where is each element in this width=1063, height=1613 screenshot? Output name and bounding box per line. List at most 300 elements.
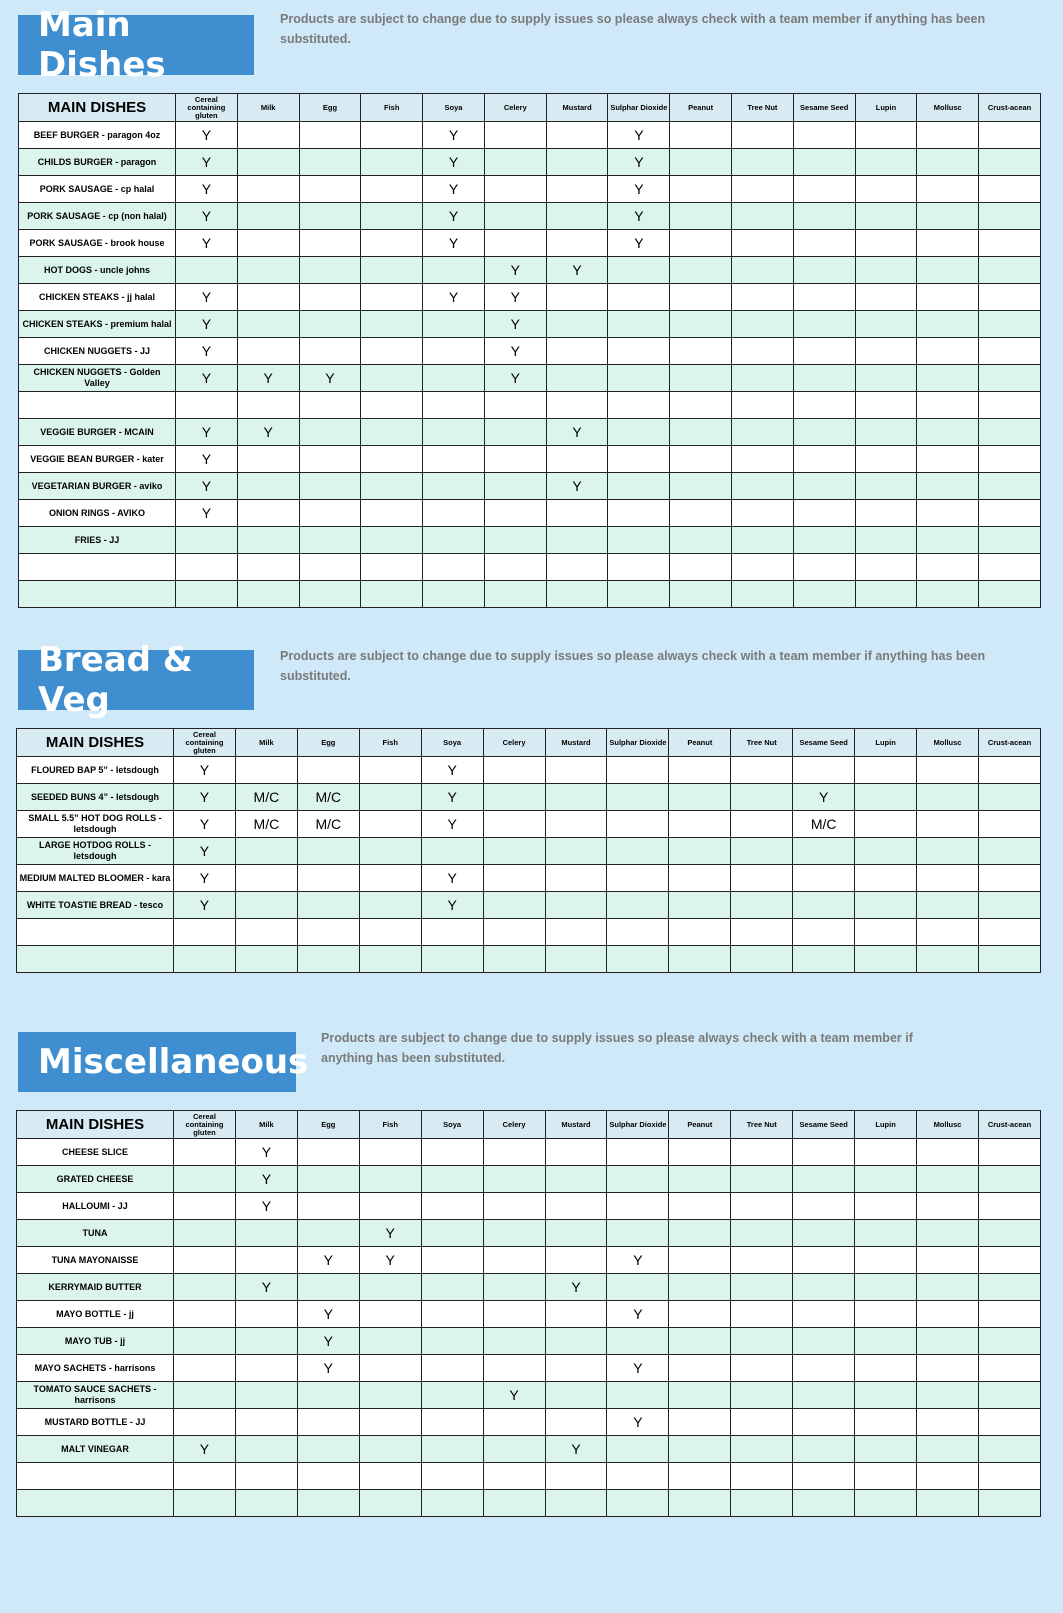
table-row bbox=[17, 1328, 1041, 1355]
table-row bbox=[19, 365, 1041, 392]
allergen-cell-soya bbox=[423, 257, 485, 284]
item-name: TUNA MAYONAISSE bbox=[17, 1247, 174, 1274]
column-header-fish: Fish bbox=[359, 729, 421, 757]
item-name: ONION RINGS - AVIKO bbox=[19, 500, 176, 527]
column-header-sesame-seed: Sesame Seed bbox=[793, 729, 855, 757]
allergen-cell-celery: Y bbox=[484, 284, 546, 311]
allergen-cell-sesame-seed bbox=[793, 473, 855, 500]
allergen-cell-mollusc bbox=[917, 838, 979, 865]
allergen-cell-sesame-seed bbox=[793, 230, 855, 257]
allergen-cell-egg bbox=[299, 257, 361, 284]
allergen-cell-peanut bbox=[670, 149, 732, 176]
allergen-cell-cereal-containing-gluten: Y bbox=[176, 446, 238, 473]
item-name bbox=[17, 1463, 174, 1490]
item-name bbox=[19, 392, 176, 419]
allergen-cell-celery bbox=[484, 581, 546, 608]
allergen-cell-tree-nut bbox=[732, 500, 794, 527]
allergen-cell-fish bbox=[361, 284, 423, 311]
allergen-cell-fish bbox=[361, 176, 423, 203]
allergen-cell-lupin bbox=[855, 1166, 917, 1193]
allergen-cell-sesame-seed bbox=[793, 149, 855, 176]
allergen-cell-sesame-seed bbox=[793, 1166, 855, 1193]
allergen-cell-tree-nut bbox=[732, 203, 794, 230]
allergen-cell-tree-nut bbox=[731, 1139, 793, 1166]
item-name: TOMATO SAUCE SACHETS - harrisons bbox=[17, 1382, 174, 1409]
allergen-cell-cereal-containing-gluten bbox=[176, 554, 238, 581]
allergen-cell-peanut bbox=[670, 338, 732, 365]
allergen-cell-peanut bbox=[669, 1274, 731, 1301]
allergen-cell-soya bbox=[421, 1409, 483, 1436]
allergen-cell-mustard bbox=[546, 527, 608, 554]
allergen-cell-sesame-seed bbox=[793, 581, 855, 608]
allergen-cell-tree-nut bbox=[732, 527, 794, 554]
allergen-cell-sulphar-dioxide bbox=[607, 1166, 669, 1193]
allergen-cell-crust-acean bbox=[978, 865, 1040, 892]
allergen-cell-mollusc bbox=[917, 1193, 979, 1220]
allergen-cell-milk bbox=[237, 122, 299, 149]
table-row bbox=[17, 1382, 1041, 1409]
allergen-cell-cereal-containing-gluten bbox=[174, 1382, 236, 1409]
allergen-cell-celery bbox=[483, 1247, 545, 1274]
allergen-cell-lupin bbox=[855, 446, 917, 473]
allergen-cell-celery bbox=[484, 500, 546, 527]
allergen-cell-egg bbox=[299, 203, 361, 230]
table-row bbox=[19, 122, 1041, 149]
allergen-cell-sesame-seed bbox=[793, 757, 855, 784]
allergen-cell-sulphar-dioxide bbox=[607, 838, 669, 865]
allergen-cell-celery bbox=[484, 149, 546, 176]
item-name bbox=[17, 946, 174, 973]
allergen-cell-lupin bbox=[855, 1463, 917, 1490]
allergen-cell-lupin bbox=[855, 203, 917, 230]
column-header-mollusc: Mollusc bbox=[917, 94, 979, 122]
column-header-cereal-containing-gluten: Cereal containing gluten bbox=[176, 94, 238, 122]
allergen-cell-sulphar-dioxide bbox=[608, 500, 670, 527]
column-header-lupin: Lupin bbox=[855, 1111, 917, 1139]
allergen-cell-mollusc bbox=[917, 257, 979, 284]
item-name: MAYO SACHETS - harrisons bbox=[17, 1355, 174, 1382]
table-row bbox=[19, 446, 1041, 473]
allergen-cell-fish bbox=[359, 838, 421, 865]
allergen-cell-tree-nut bbox=[731, 757, 793, 784]
item-name: PORK SAUSAGE - brook house bbox=[19, 230, 176, 257]
allergen-cell-lupin bbox=[855, 257, 917, 284]
allergen-cell-fish bbox=[361, 419, 423, 446]
allergen-cell-mustard bbox=[545, 1355, 607, 1382]
allergen-cell-sulphar-dioxide: Y bbox=[607, 1301, 669, 1328]
allergen-cell-tree-nut bbox=[731, 865, 793, 892]
allergen-cell-crust-acean bbox=[978, 1328, 1040, 1355]
allergen-cell-milk bbox=[235, 1220, 297, 1247]
allergen-cell-cereal-containing-gluten: Y bbox=[174, 892, 236, 919]
allergen-cell-milk: Y bbox=[235, 1193, 297, 1220]
allergen-cell-cereal-containing-gluten bbox=[174, 1301, 236, 1328]
allergen-cell-crust-acean bbox=[978, 1463, 1040, 1490]
allergen-cell-sesame-seed bbox=[793, 892, 855, 919]
allergen-cell-lupin bbox=[855, 1301, 917, 1328]
allergen-cell-soya: Y bbox=[421, 865, 483, 892]
table-row bbox=[17, 1139, 1041, 1166]
allergen-cell-milk: Y bbox=[237, 365, 299, 392]
item-name: CHICKEN NUGGETS - JJ bbox=[19, 338, 176, 365]
allergen-cell-crust-acean bbox=[978, 1220, 1040, 1247]
allergen-cell-fish bbox=[359, 757, 421, 784]
allergen-cell-peanut bbox=[670, 581, 732, 608]
allergen-cell-milk bbox=[237, 149, 299, 176]
allergen-cell-crust-acean bbox=[979, 581, 1041, 608]
allergen-cell-sulphar-dioxide bbox=[607, 865, 669, 892]
allergen-cell-mustard bbox=[545, 838, 607, 865]
allergen-cell-cereal-containing-gluten bbox=[174, 1139, 236, 1166]
allergen-cell-fish bbox=[361, 500, 423, 527]
allergen-cell-sulphar-dioxide bbox=[608, 446, 670, 473]
allergen-cell-crust-acean bbox=[979, 149, 1041, 176]
allergen-cell-tree-nut bbox=[731, 1274, 793, 1301]
allergen-cell-milk bbox=[235, 1382, 297, 1409]
allergen-cell-sesame-seed bbox=[793, 1490, 855, 1517]
column-header-name: MAIN DISHES bbox=[19, 94, 176, 122]
allergen-cell-lupin bbox=[855, 838, 917, 865]
table-row bbox=[17, 1301, 1041, 1328]
allergen-cell-egg bbox=[299, 284, 361, 311]
item-name: CHICKEN STEAKS - jj halal bbox=[19, 284, 176, 311]
allergen-cell-sesame-seed bbox=[793, 1436, 855, 1463]
allergen-cell-soya: Y bbox=[423, 176, 485, 203]
allergen-cell-crust-acean bbox=[978, 1301, 1040, 1328]
allergen-cell-egg bbox=[297, 946, 359, 973]
column-header-name: MAIN DISHES bbox=[17, 1111, 174, 1139]
allergen-cell-fish bbox=[361, 122, 423, 149]
allergen-cell-egg bbox=[297, 1166, 359, 1193]
allergen-cell-tree-nut bbox=[731, 1247, 793, 1274]
allergen-cell-sulphar-dioxide: Y bbox=[608, 176, 670, 203]
allergen-cell-mollusc bbox=[917, 1166, 979, 1193]
allergen-cell-celery bbox=[483, 892, 545, 919]
allergen-cell-mustard bbox=[546, 230, 608, 257]
table-row bbox=[17, 784, 1041, 811]
column-header-fish: Fish bbox=[361, 94, 423, 122]
item-name: MAYO TUB - jj bbox=[17, 1328, 174, 1355]
allergen-cell-egg: M/C bbox=[297, 784, 359, 811]
allergen-cell-mustard bbox=[546, 149, 608, 176]
allergen-cell-mollusc bbox=[917, 203, 979, 230]
allergen-cell-tree-nut bbox=[731, 1301, 793, 1328]
allergen-cell-tree-nut bbox=[732, 230, 794, 257]
allergen-cell-sulphar-dioxide bbox=[607, 892, 669, 919]
allergen-cell-fish bbox=[361, 473, 423, 500]
table-row bbox=[19, 473, 1041, 500]
allergen-cell-egg: Y bbox=[297, 1301, 359, 1328]
item-name: KERRYMAID BUTTER bbox=[17, 1274, 174, 1301]
allergen-cell-crust-acean bbox=[978, 811, 1040, 838]
allergen-cell-crust-acean bbox=[979, 419, 1041, 446]
allergen-cell-mustard bbox=[545, 892, 607, 919]
allergen-cell-peanut bbox=[669, 1490, 731, 1517]
column-header-name: MAIN DISHES bbox=[17, 729, 174, 757]
allergen-cell-fish bbox=[359, 892, 421, 919]
allergen-cell-peanut bbox=[670, 284, 732, 311]
allergen-cell-sulphar-dioxide: Y bbox=[607, 1409, 669, 1436]
allergen-cell-mustard bbox=[545, 919, 607, 946]
allergen-cell-fish bbox=[359, 1382, 421, 1409]
allergen-cell-lupin bbox=[855, 919, 917, 946]
allergen-cell-lupin bbox=[855, 419, 917, 446]
allergen-cell-milk bbox=[235, 1301, 297, 1328]
column-header-celery: Celery bbox=[483, 729, 545, 757]
allergen-cell-sulphar-dioxide bbox=[608, 581, 670, 608]
allergen-cell-soya: Y bbox=[421, 811, 483, 838]
allergen-cell-soya bbox=[421, 1436, 483, 1463]
allergen-cell-mollusc bbox=[917, 284, 979, 311]
allergen-cell-mollusc bbox=[917, 176, 979, 203]
allergen-cell-cereal-containing-gluten: Y bbox=[174, 838, 236, 865]
allergen-cell-tree-nut bbox=[732, 581, 794, 608]
allergen-cell-egg bbox=[299, 500, 361, 527]
allergen-cell-egg bbox=[297, 1139, 359, 1166]
allergen-cell-soya bbox=[421, 1328, 483, 1355]
allergen-cell-sesame-seed bbox=[793, 257, 855, 284]
supply-notice: Products are subject to change due to supply issues so please always check with a team member if anything has been substituted. bbox=[280, 12, 986, 46]
allergen-cell-soya bbox=[421, 1355, 483, 1382]
allergen-cell-egg bbox=[299, 392, 361, 419]
table-row bbox=[17, 757, 1041, 784]
allergen-cell-sesame-seed bbox=[793, 1193, 855, 1220]
allergen-cell-sesame-seed bbox=[793, 1355, 855, 1382]
item-name: SMALL 5.5” HOT DOG ROLLS - letsdough bbox=[17, 811, 174, 838]
allergen-cell-fish bbox=[361, 230, 423, 257]
allergen-cell-mustard bbox=[546, 500, 608, 527]
allergen-cell-milk bbox=[235, 1490, 297, 1517]
allergen-cell-celery bbox=[483, 919, 545, 946]
allergen-cell-egg bbox=[297, 1220, 359, 1247]
allergen-cell-soya bbox=[421, 1193, 483, 1220]
section-title-miscellaneous: Miscellaneous bbox=[18, 1032, 296, 1092]
allergen-cell-lupin bbox=[855, 757, 917, 784]
allergen-cell-milk bbox=[235, 892, 297, 919]
table-row bbox=[19, 500, 1041, 527]
item-name bbox=[17, 1490, 174, 1517]
item-name: FLOURED BAP 5” - letsdough bbox=[17, 757, 174, 784]
allergen-cell-lupin bbox=[855, 554, 917, 581]
allergen-cell-lupin bbox=[855, 865, 917, 892]
allergen-cell-cereal-containing-gluten: Y bbox=[174, 784, 236, 811]
table-row bbox=[19, 311, 1041, 338]
allergen-cell-peanut bbox=[669, 811, 731, 838]
column-header-sesame-seed: Sesame Seed bbox=[793, 1111, 855, 1139]
allergen-cell-sulphar-dioxide bbox=[607, 1274, 669, 1301]
allergen-cell-cereal-containing-gluten: Y bbox=[176, 500, 238, 527]
table-row bbox=[17, 811, 1041, 838]
allergen-cell-soya bbox=[421, 919, 483, 946]
column-header-soya: Soya bbox=[421, 729, 483, 757]
allergen-cell-peanut bbox=[670, 203, 732, 230]
allergen-cell-celery bbox=[483, 1463, 545, 1490]
allergen-cell-soya: Y bbox=[423, 149, 485, 176]
table-row bbox=[19, 284, 1041, 311]
allergen-cell-mustard bbox=[546, 338, 608, 365]
allergen-cell-milk bbox=[237, 230, 299, 257]
allergen-cell-milk bbox=[237, 392, 299, 419]
allergen-cell-egg bbox=[299, 311, 361, 338]
allergen-cell-egg bbox=[299, 230, 361, 257]
allergen-cell-egg bbox=[297, 1463, 359, 1490]
allergen-cell-lupin bbox=[855, 500, 917, 527]
allergen-cell-cereal-containing-gluten bbox=[176, 527, 238, 554]
table-row bbox=[19, 419, 1041, 446]
allergen-cell-celery bbox=[483, 1220, 545, 1247]
allergen-cell-sesame-seed bbox=[793, 1139, 855, 1166]
allergen-cell-lupin bbox=[855, 1193, 917, 1220]
allergen-cell-soya bbox=[423, 338, 485, 365]
allergen-cell-sulphar-dioxide bbox=[607, 784, 669, 811]
allergen-cell-celery: Y bbox=[484, 365, 546, 392]
allergen-cell-celery bbox=[483, 757, 545, 784]
item-name: MALT VINEGAR bbox=[17, 1436, 174, 1463]
allergen-cell-milk bbox=[235, 865, 297, 892]
allergen-cell-lupin bbox=[855, 392, 917, 419]
allergen-cell-mustard bbox=[545, 1490, 607, 1517]
allergen-cell-lupin bbox=[855, 1490, 917, 1517]
allergen-cell-fish bbox=[361, 392, 423, 419]
allergen-cell-soya: Y bbox=[423, 284, 485, 311]
allergen-cell-mollusc bbox=[917, 784, 979, 811]
allergen-cell-peanut bbox=[669, 1247, 731, 1274]
item-name: CHICKEN STEAKS - premium halal bbox=[19, 311, 176, 338]
allergen-cell-crust-acean bbox=[979, 203, 1041, 230]
allergen-cell-soya bbox=[421, 838, 483, 865]
allergen-cell-peanut bbox=[669, 838, 731, 865]
allergen-cell-sesame-seed bbox=[793, 1274, 855, 1301]
allergen-cell-tree-nut bbox=[731, 1355, 793, 1382]
allergen-cell-crust-acean bbox=[978, 1166, 1040, 1193]
allergen-cell-peanut bbox=[670, 392, 732, 419]
allergen-cell-mustard bbox=[546, 176, 608, 203]
item-name: MAYO BOTTLE - jj bbox=[17, 1301, 174, 1328]
allergen-cell-sulphar-dioxide bbox=[607, 1463, 669, 1490]
allergen-cell-sulphar-dioxide bbox=[607, 1490, 669, 1517]
table-row bbox=[19, 392, 1041, 419]
allergen-cell-lupin bbox=[855, 581, 917, 608]
allergen-cell-sesame-seed: M/C bbox=[793, 811, 855, 838]
allergen-cell-fish: Y bbox=[359, 1220, 421, 1247]
allergen-cell-mollusc bbox=[917, 311, 979, 338]
allergen-cell-egg: Y bbox=[297, 1247, 359, 1274]
allergen-cell-celery bbox=[483, 1301, 545, 1328]
allergen-cell-peanut bbox=[669, 1328, 731, 1355]
allergen-cell-mollusc bbox=[917, 865, 979, 892]
allergen-cell-soya bbox=[421, 1166, 483, 1193]
allergen-cell-mollusc bbox=[917, 419, 979, 446]
allergen-cell-mustard bbox=[545, 946, 607, 973]
table-row bbox=[19, 338, 1041, 365]
allergen-cell-mollusc bbox=[917, 1409, 979, 1436]
item-name: TUNA bbox=[17, 1220, 174, 1247]
column-header-sulphar-dioxide: Sulphar Dioxide bbox=[608, 94, 670, 122]
allergen-cell-soya bbox=[421, 946, 483, 973]
allergen-cell-milk: Y bbox=[235, 1274, 297, 1301]
allergen-cell-egg bbox=[297, 1436, 359, 1463]
item-name: VEGETARIAN BURGER - aviko bbox=[19, 473, 176, 500]
allergen-cell-egg: Y bbox=[297, 1328, 359, 1355]
allergen-cell-sesame-seed bbox=[793, 365, 855, 392]
column-header-peanut: Peanut bbox=[669, 729, 731, 757]
allergen-cell-milk bbox=[235, 946, 297, 973]
allergen-cell-peanut bbox=[669, 1220, 731, 1247]
allergen-cell-cereal-containing-gluten: Y bbox=[174, 811, 236, 838]
allergen-cell-milk bbox=[237, 176, 299, 203]
allergen-cell-sulphar-dioxide: Y bbox=[608, 149, 670, 176]
table-row bbox=[17, 919, 1041, 946]
allergen-cell-celery bbox=[484, 473, 546, 500]
allergen-cell-fish bbox=[359, 1463, 421, 1490]
allergen-cell-lupin bbox=[855, 176, 917, 203]
allergen-cell-soya: Y bbox=[423, 122, 485, 149]
allergen-cell-sesame-seed bbox=[793, 1409, 855, 1436]
allergen-cell-peanut bbox=[670, 473, 732, 500]
allergen-cell-sesame-seed bbox=[793, 865, 855, 892]
allergen-cell-fish bbox=[361, 527, 423, 554]
allergen-cell-milk bbox=[235, 838, 297, 865]
allergen-cell-fish bbox=[359, 1139, 421, 1166]
allergen-cell-soya bbox=[423, 311, 485, 338]
supply-notice: Products are subject to change due to supply issues so please always check with a team member if anything has been substituted. bbox=[321, 1031, 913, 1065]
column-header-milk: Milk bbox=[235, 729, 297, 757]
allergen-cell-mollusc bbox=[917, 500, 979, 527]
allergen-cell-soya bbox=[423, 446, 485, 473]
allergen-cell-mustard bbox=[545, 811, 607, 838]
allergen-cell-milk bbox=[235, 1355, 297, 1382]
allergen-cell-lupin bbox=[855, 230, 917, 257]
allergen-cell-soya bbox=[423, 500, 485, 527]
allergen-cell-fish bbox=[359, 1436, 421, 1463]
allergen-cell-mollusc bbox=[917, 1274, 979, 1301]
allergen-cell-mustard bbox=[546, 311, 608, 338]
allergen-cell-milk: M/C bbox=[235, 811, 297, 838]
allergen-cell-mustard bbox=[545, 1463, 607, 1490]
allergen-cell-celery: Y bbox=[484, 311, 546, 338]
allergen-cell-crust-acean bbox=[978, 1355, 1040, 1382]
allergen-cell-sesame-seed bbox=[793, 1328, 855, 1355]
column-header-egg: Egg bbox=[297, 729, 359, 757]
allergen-cell-egg bbox=[297, 919, 359, 946]
allergen-cell-sulphar-dioxide bbox=[608, 419, 670, 446]
allergen-cell-egg bbox=[297, 1490, 359, 1517]
allergen-cell-mollusc bbox=[917, 1301, 979, 1328]
allergen-cell-cereal-containing-gluten: Y bbox=[176, 419, 238, 446]
allergen-cell-soya bbox=[421, 1301, 483, 1328]
item-name: LARGE HOTDOG ROLLS - letsdough bbox=[17, 838, 174, 865]
allergen-cell-celery bbox=[484, 527, 546, 554]
allergen-cell-milk bbox=[235, 757, 297, 784]
allergen-cell-egg bbox=[297, 865, 359, 892]
allergen-cell-mollusc bbox=[917, 1247, 979, 1274]
allergen-cell-cereal-containing-gluten: Y bbox=[176, 230, 238, 257]
column-header-crust-acean: Crust-acean bbox=[979, 94, 1041, 122]
allergen-cell-egg bbox=[299, 554, 361, 581]
allergen-cell-mustard bbox=[545, 757, 607, 784]
table-row bbox=[19, 176, 1041, 203]
allergen-cell-milk bbox=[235, 1328, 297, 1355]
allergen-cell-soya: Y bbox=[421, 757, 483, 784]
allergen-cell-lupin bbox=[855, 1328, 917, 1355]
allergen-cell-fish bbox=[359, 1409, 421, 1436]
allergen-cell-mollusc bbox=[917, 446, 979, 473]
item-name: VEGGIE BURGER - MCAIN bbox=[19, 419, 176, 446]
allergen-cell-celery bbox=[484, 203, 546, 230]
allergen-cell-egg bbox=[299, 122, 361, 149]
table-header-row bbox=[17, 729, 1041, 757]
item-name: HOT DOGS - uncle johns bbox=[19, 257, 176, 284]
